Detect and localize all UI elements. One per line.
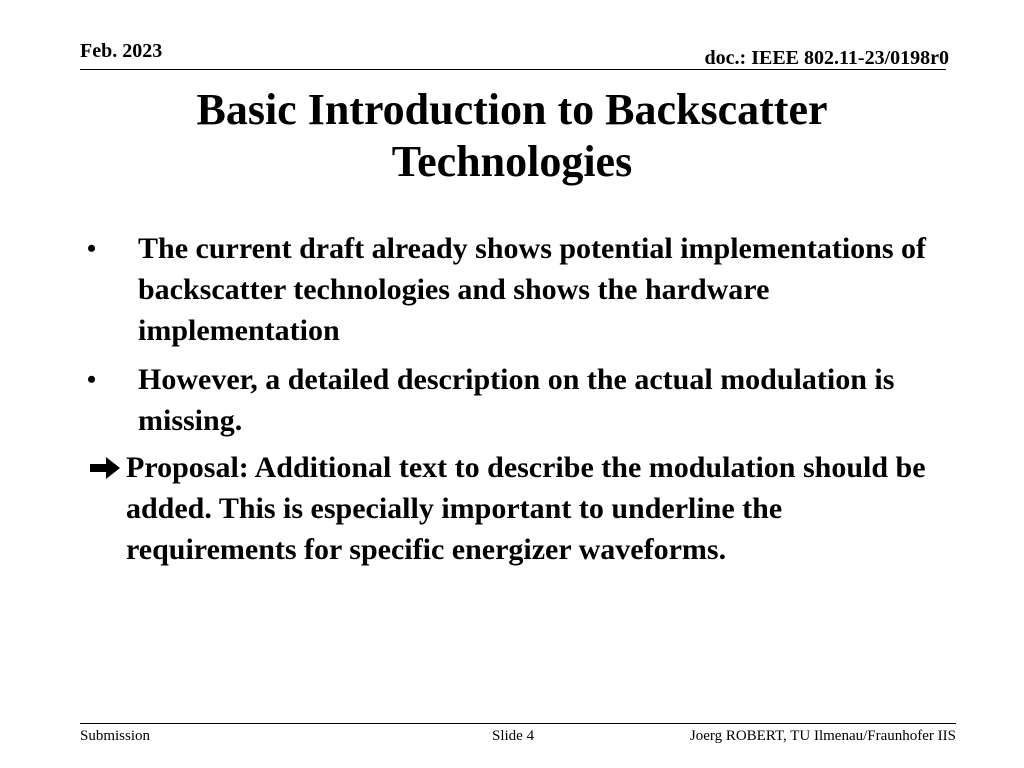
header-divider: [80, 69, 946, 70]
bullet-text: The current draft already shows potential implementations of backscatter technologies and shows the hardware implementation: [138, 232, 927, 347]
bullet-glyph: •: [87, 234, 97, 263]
proposal-text: Proposal: Additional text to describe the modulation should be added. This is especially important to underline the requirements for specific energizer waveforms.: [126, 451, 926, 566]
slide-body: [82, 228, 942, 570]
footer-author: Joerg ROBERT, TU Ilmenau/Fraunhofer IIS: [689, 728, 956, 744]
bullet-glyph: •: [87, 365, 97, 394]
footer-submission: Submission: [80, 728, 151, 744]
bullet-item: [82, 359, 942, 441]
proposal-item: [82, 447, 942, 570]
slide-title: Basic Introduction to Backscatter Technologies: [196, 85, 828, 186]
footer-divider: [80, 723, 956, 724]
header-doc-id: doc.: IEEE 802.11-23/0198r0: [704, 47, 949, 69]
header-date: Feb. 2023: [80, 40, 163, 62]
arrow-right-icon: [88, 456, 122, 480]
bullet-text: However, a detailed description on the actual modulation is missing.: [138, 363, 895, 437]
bullet-item: [82, 228, 942, 351]
footer-slide-number: Slide 4: [492, 728, 535, 744]
